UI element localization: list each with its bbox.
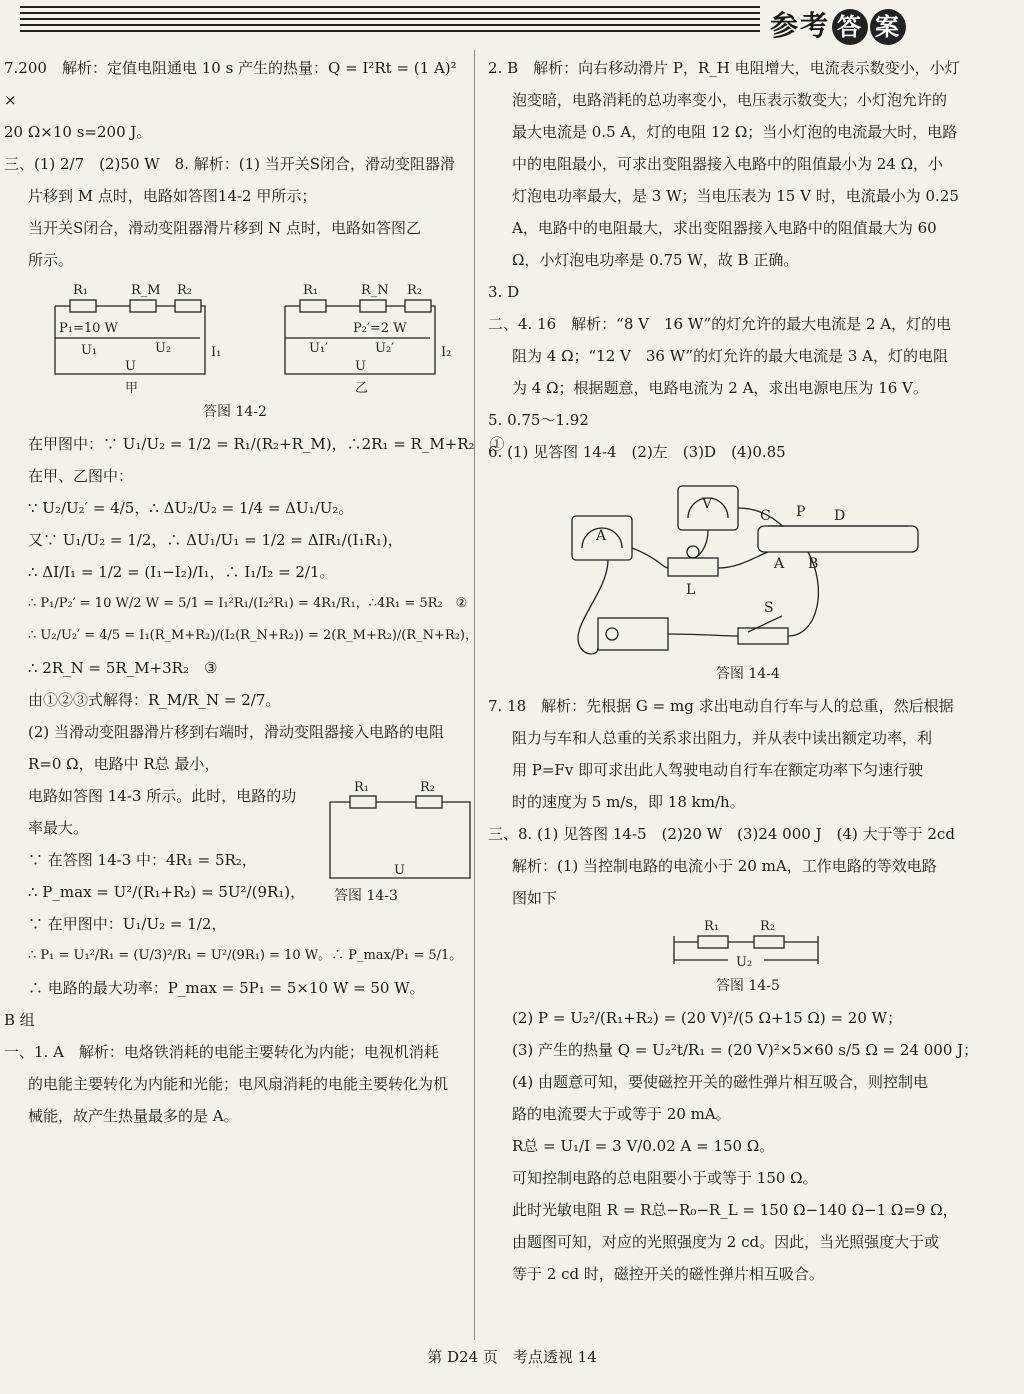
answer-line: 在甲图中：∵ U₁/U₂ = 1/2 = R₁/(R₂+R_M)，∴2R₁ = R_M+R₂ ① [28, 435, 505, 453]
label-b: B [808, 556, 819, 572]
answer-line: ∴ 2R_N = 5R_M+3R₂ ③ [28, 659, 218, 677]
answer-line: ∵ U₂/U₂′ = 4/5，∴ ΔU₂/U₂ = 1/4 = ΔU₁/U₂。 [28, 499, 354, 517]
label-r2c: R₂ [420, 780, 435, 795]
answer-line: 二、4. 16 解析：“8 V 16 W”的灯允许的最大电流是 2 A，灯的电 [488, 315, 952, 333]
label-jia: 甲 [125, 381, 139, 396]
answer-line: Ω，小灯泡电功率是 0.75 W，故 B 正确。 [512, 251, 799, 269]
answer-line: 当开关S闭合，滑动变阻器滑片移到 N 点时，电路如答图乙 [28, 219, 421, 237]
answer-line: 此时光敏电阻 R = R总−R₀−R_L = 150 Ω−140 Ω−1 Ω=9 Ω， [512, 1201, 958, 1219]
label-u: U [125, 359, 136, 374]
answer-line: 阻为 4 Ω；“12 V 36 W”的灯允许的最大电流是 3 A，灯的电阻 [512, 347, 949, 365]
label-ub: U [355, 359, 366, 374]
label-u1: U₁ [81, 343, 98, 358]
answer-line: ∴ P₁/P₂′ = 10 W/2 W = 5/1 = I₁²R₁/(I₂²R₁) = 4R₁/R₁，∴4R₁ = 5R₂ ② [28, 596, 468, 611]
figure-caption: 答图 14-2 [203, 404, 267, 420]
label-p: P [796, 504, 806, 520]
answer-line: 由题图可知，对应的光照强度为 2 cd。因此，当光照强度大于或 [512, 1233, 940, 1251]
answer-line: 6. (1) 见答图 14-4 (2)左 (3)D (4)0.85 [488, 443, 786, 461]
answer-line: ∴ 电路的最大功率：P_max = 5P₁ = 5×10 W = 50 W。 [28, 979, 425, 997]
header-title: 参考 答 案 [770, 4, 906, 45]
answer-line: 三、8. (1) 见答图 14-5 (2)20 W (3)24 000 J (4) 大于等于 2cd [488, 825, 955, 843]
answer-line: 在甲、乙图中： [28, 467, 134, 485]
label-r1d: R₁ [704, 919, 719, 934]
answer-line: 7. 18 解析：先根据 G = mg 求出电动自行车与人的总重，然后根据 [488, 697, 954, 715]
answer-line: 由①②③式解得：R_M/R_N = 2/7。 [28, 691, 281, 709]
label-r2: R₂ [177, 283, 192, 298]
answer-line: 电路如答图 14-3 所示。此时，电路的功 [28, 787, 297, 805]
answer-line: 20 Ω×10 s=200 J。 [4, 123, 152, 141]
answer-line: 灯泡电功率最大，是 3 W；当电压表为 15 V 时，电流最小为 0.25 [512, 187, 959, 205]
apparatus-figure-14-4 [568, 468, 928, 658]
answer-line: ∴ P₁ = U₁²/R₁ = (U/3)²/R₁ = U²/(9R₁) = 10 W。∴ P_max/P₁ = 5/1。 [28, 948, 463, 963]
circuit-figure-14-2 [15, 276, 455, 396]
answer-line: 等于 2 cd 时，磁控开关的磁性弹片相互吸合。 [512, 1265, 824, 1283]
label-s: S [764, 600, 774, 616]
answer-line: 3. D [488, 283, 520, 301]
answer-line: 图如下 [512, 889, 558, 907]
answer-line: 路的电流要大于或等于 20 mA。 [512, 1105, 731, 1123]
circuit-figure-14-5 [668, 914, 828, 970]
answer-line: ∵ 在甲图中：U₁/U₂ = 1/2， [28, 915, 227, 933]
answer-line: 阻力与车和人总重的关系求出阻力，并从表中读出额定功率，利 [512, 729, 933, 747]
figure-caption: 答图 14-3 [334, 888, 398, 904]
column-divider [474, 50, 475, 1340]
label-voltmeter: V [702, 496, 713, 512]
label-yi: 乙 [355, 381, 369, 396]
label-u2b: U₂′ [375, 341, 395, 356]
answer-line: 所示。 [28, 251, 74, 269]
answer-line: (2) P = U₂²/(R₁+R₂) = (20 V)²/(5 Ω+15 Ω) = 20 W； [512, 1009, 903, 1027]
answer-line: A，电路中的电阻最大，求出变阻器接入电路中的阻值最大为 60 [512, 219, 937, 237]
answer-line: 2. B 解析：向右移动滑片 P，R_H 电阻增大，电流表示数变小，小灯 [488, 59, 960, 77]
answer-line: ∵ 在答图 14-3 中：4R₁ = 5R₂， [28, 851, 257, 869]
answer-line: 率最大。 [28, 819, 89, 837]
answer-line: ∴ U₂/U₂′ = 4/5 = I₁(R_M+R₂)/(I₂(R_N+R₂)) = 2(R_M+R₂)/(R_N+R₂)， [28, 628, 478, 643]
label-u1b: U₁′ [309, 341, 329, 356]
label-ammeter: A [596, 528, 607, 544]
label-p1: P₁=10 W [59, 321, 118, 336]
answer-line: 为 4 Ω；根据题意，电路电流为 2 A，求出电源电压为 16 V。 [512, 379, 928, 397]
answer-line: R总 = U₁/I = 3 V/0.02 A = 150 Ω。 [512, 1137, 775, 1155]
label-d: D [834, 508, 846, 524]
label-c: C [760, 508, 771, 524]
figure-caption: 答图 14-5 [716, 978, 780, 994]
label-r1b: R₁ [303, 283, 318, 298]
label-r1c: R₁ [354, 780, 369, 795]
answer-line: 的电能主要转化为内能和光能；电风扇消耗的电能主要转化为机 [28, 1075, 449, 1093]
answer-line: 5. 0.75～1.92 [488, 411, 589, 429]
answer-line: R=0 Ω，电路中 R总 最小， [28, 755, 220, 773]
label-r2b: R₂ [407, 283, 422, 298]
label-rm: R_M [131, 283, 161, 298]
answer-line: 泡变暗，电路消耗的总功率变小，电压表示数变大；小灯泡允许的 [512, 91, 948, 109]
label-r2d: R₂ [760, 919, 775, 934]
page-footer [0, 1346, 1024, 1367]
answer-line: 一、1. A 解析：电烙铁消耗的电能主要转化为内能；电视机消耗 [4, 1043, 439, 1061]
answer-line: ∴ ΔI/I₁ = 1/2 = (I₁−I₂)/I₁，∴ I₁/I₂ = 2/1。 [28, 563, 335, 581]
page-header [0, 0, 1024, 48]
answer-line: 中的电阻最小，可求出变阻器接入电路中的阻值最小为 24 Ω，小 [512, 155, 944, 173]
label-r1: R₁ [73, 283, 88, 298]
label-u2: U₂ [155, 341, 172, 356]
answer-line: 7.200 解析：定值电阻通电 10 s 产生的热量：Q = I²Rt = (1 A)² × [4, 59, 457, 109]
answer-line: 时的速度为 5 m/s，即 18 km/h。 [512, 793, 745, 811]
answer-line: 解析：(1) 当控制电路的电流小于 20 mA，工作电路的等效电路 [512, 857, 937, 875]
answer-line: (2) 当滑动变阻器滑片移到右端时，滑动变阻器接入电路的电阻 [28, 723, 445, 741]
label-i2: I₂ [441, 345, 452, 360]
label-uc: U [394, 863, 405, 878]
right-column [488, 52, 1008, 1290]
figure-caption: 答图 14-4 [716, 666, 780, 682]
label-l: L [686, 582, 696, 598]
label-i1: I₁ [211, 345, 222, 360]
answer-line: 又∵ U₁/U₂ = 1/2，∴ ΔU₁/U₁ = 1/2 = ΔIR₁/(I₁R₁)， [28, 531, 403, 549]
section-heading: B 组 [4, 1011, 35, 1029]
circuit-figure-14-3 [320, 780, 480, 890]
answer-line: 用 P=Fv 即可求出此人驾驶电动自行车在额定功率下匀速行驶 [512, 761, 924, 779]
answer-line: (3) 产生的热量 Q = U₂²t/R₁ = (20 V)²×5×60 s/5 Ω = 24 000 J； [512, 1041, 979, 1059]
label-u2d: U₂ [736, 955, 753, 970]
answer-line: 最大电流是 0.5 A，灯的电阻 12 Ω；当小灯泡的电流最大时，电路 [512, 123, 958, 141]
page-number: 第 D24 页 考点透视 14 [427, 1348, 597, 1366]
answer-line: 三、(1) 2/7 (2)50 W 8. 解析：(1) 当开关S闭合，滑动变阻器滑 [4, 155, 456, 173]
label-p2: P₂′=2 W [353, 321, 407, 336]
answer-line: ∴ P_max = U²/(R₁+R₂) = 5U²/(9R₁)， [28, 883, 306, 901]
answer-line: 械能，故产生热量最多的是 A。 [28, 1107, 239, 1125]
answer-line: (4) 由题意可知，要使磁控开关的磁性弹片相互吸合，则控制电 [512, 1073, 929, 1091]
label-a: A [774, 556, 785, 572]
answer-line: 可知控制电路的总电阻要小于或等于 150 Ω。 [512, 1169, 818, 1187]
answer-line: 片移到 M 点时，电路如答图14-2 甲所示； [28, 187, 317, 205]
label-rn: R_N [361, 283, 389, 298]
